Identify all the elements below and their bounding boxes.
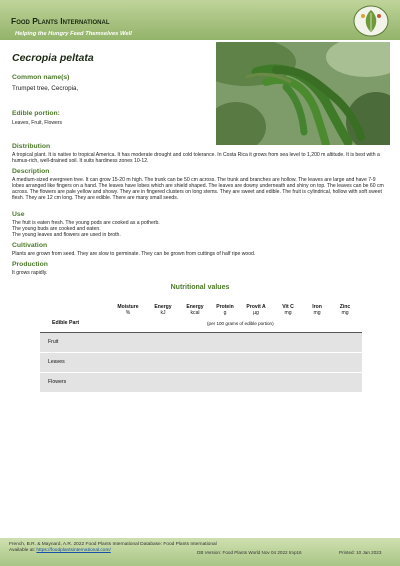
use-line: The young leaves and flowers are used in broth. xyxy=(12,232,121,238)
org-name: Food Plants International xyxy=(11,16,110,26)
edible-part-label: Edible Part xyxy=(52,320,80,326)
source-link[interactable]: https://foodplantsinternational.com/ xyxy=(36,548,111,553)
edible-portion-text: Leaves, Fruit, Flowers xyxy=(12,120,63,126)
page-header xyxy=(0,0,400,40)
distribution-heading: Distribution xyxy=(12,143,51,150)
description-heading: Description xyxy=(12,168,50,175)
column-header: Vit C mg xyxy=(282,304,294,316)
nutrition-header-row xyxy=(40,300,362,333)
column-header: Iron mg xyxy=(312,304,322,316)
nutrition-row xyxy=(40,373,362,393)
row-label: Flowers xyxy=(48,379,67,385)
row-label: Leaves xyxy=(48,359,65,365)
production-heading: Production xyxy=(12,261,48,268)
edible-portion-heading: Edible portion: xyxy=(12,110,60,117)
db-version: DB Version: Food Plants World Nov 04 2022 tmp16 xyxy=(197,550,302,555)
column-header: Protein g xyxy=(216,304,234,316)
use-line: The fruit is eaten fresh. The young pods are cooked as a potherb. xyxy=(12,220,160,226)
plant-scientific-name: Cecropia peltata xyxy=(12,52,94,64)
available-label: Available at: xyxy=(9,548,36,553)
printed-date: Printed: 10 Jan 2023 xyxy=(339,550,382,555)
use-line: The young buds are cooked and eaten. xyxy=(12,226,101,232)
per-100g-note: (per 100 grams of edible portion) xyxy=(207,321,274,326)
citation-text: French, B.R. & Maynard, A.R. 2022 Food Plants International Database: Food Plants International xyxy=(9,542,217,547)
nutrition-row xyxy=(40,333,362,353)
availability-line xyxy=(9,548,111,553)
distribution-text: A tropical plant. It is native to tropical America. It has moderate drought and cold tolerance. In Costa Rica it grows from sea level to 1,200 m altitude. It is best with a humus-rich, well-drained soil. It suits hardiness zones 10-12. xyxy=(12,152,380,164)
fpi-logo xyxy=(352,4,390,37)
production-text: It grows rapidly. xyxy=(12,270,48,276)
nutrition-table xyxy=(40,300,362,393)
column-header: Zinc mg xyxy=(339,304,351,316)
nutrition-row xyxy=(40,353,362,373)
common-name-text: Trumpet tree, Cecropia, xyxy=(12,85,79,92)
cultivation-heading: Cultivation xyxy=(12,242,48,249)
column-header: Energy kJ xyxy=(154,304,172,316)
column-header: Energy kcal xyxy=(186,304,204,316)
use-heading: Use xyxy=(12,211,25,218)
description-text: A medium-sized evergreen tree. It can grow 15-20 m high. The trunk can be 50 cm across. The trunk and branches are hollow. The leaves are large and have 7-9 lobes arranged like fingers on a hand. The leaves have lobes which are shield shaped. The leaves are downy underneath and shiny on top. The leaves can be 60 cm across. The flowers are pale yellow and showy. They are in fingered clusters on long stems. They are sweet and edible. The fruit is cylindrical, hollow with soft sweet flesh. They are 12 cm long. They are edible. There are many small seeds. xyxy=(12,177,384,201)
column-header: Provit A µg xyxy=(246,304,266,316)
plant-photo xyxy=(216,42,390,145)
row-label: Fruit xyxy=(48,339,59,345)
column-header: Moisture % xyxy=(117,304,139,316)
use-text xyxy=(12,220,388,238)
org-tagline: Helping the Hungry Feed Themselves Well xyxy=(15,31,132,37)
common-name-heading: Common name(s) xyxy=(12,74,70,81)
nutrition-title: Nutritional values xyxy=(170,284,230,291)
cultivation-text: Plants are grown from seed. They are slow to germinate. They can be grown from cuttings of half ripe wood. xyxy=(12,251,256,257)
page-footer xyxy=(0,538,400,566)
